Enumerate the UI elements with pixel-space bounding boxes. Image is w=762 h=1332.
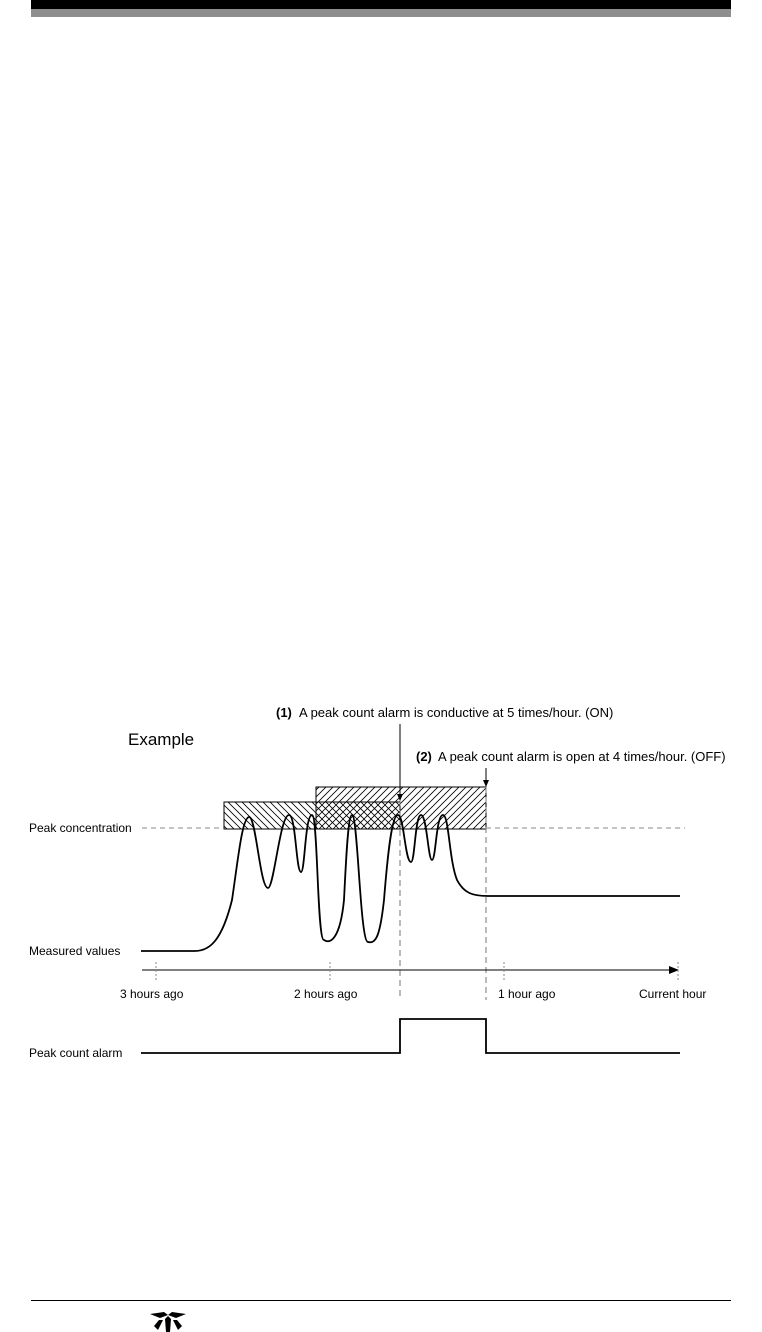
peak-count-alarm-label: Peak count alarm: [29, 1046, 123, 1060]
annotation-on: [276, 705, 613, 720]
measured-values-curve: [141, 815, 680, 951]
diagram-title: Example: [128, 730, 195, 749]
header-bar-shadow: [31, 9, 731, 17]
annotation-1-number: (1): [276, 705, 292, 720]
measured-values-label: Measured values: [29, 944, 121, 958]
peak-count-alarm-signal: [141, 1019, 680, 1053]
company-logo: [148, 1310, 188, 1332]
annotation-2-arrowhead: [483, 780, 489, 787]
annotation-2-text: A peak count alarm is open at 4 times/hour. (OFF): [438, 749, 726, 764]
peak-concentration-label: Peak concentration: [29, 821, 132, 835]
footer-rule: [31, 1300, 731, 1301]
tick-label-1h: 1 hour ago: [498, 987, 556, 1001]
annotation-off: [416, 749, 726, 764]
peak-count-alarm-diagram: [0, 690, 762, 1070]
tick-label-3h: 3 hours ago: [120, 987, 184, 1001]
annotation-1-text: A peak count alarm is conductive at 5 times/hour. (ON): [299, 705, 614, 720]
tick-label-current: Current hour: [639, 987, 707, 1001]
header-bar: [31, 0, 731, 9]
annotation-2-number: (2): [416, 749, 432, 764]
tick-label-2h: 2 hours ago: [294, 987, 358, 1001]
